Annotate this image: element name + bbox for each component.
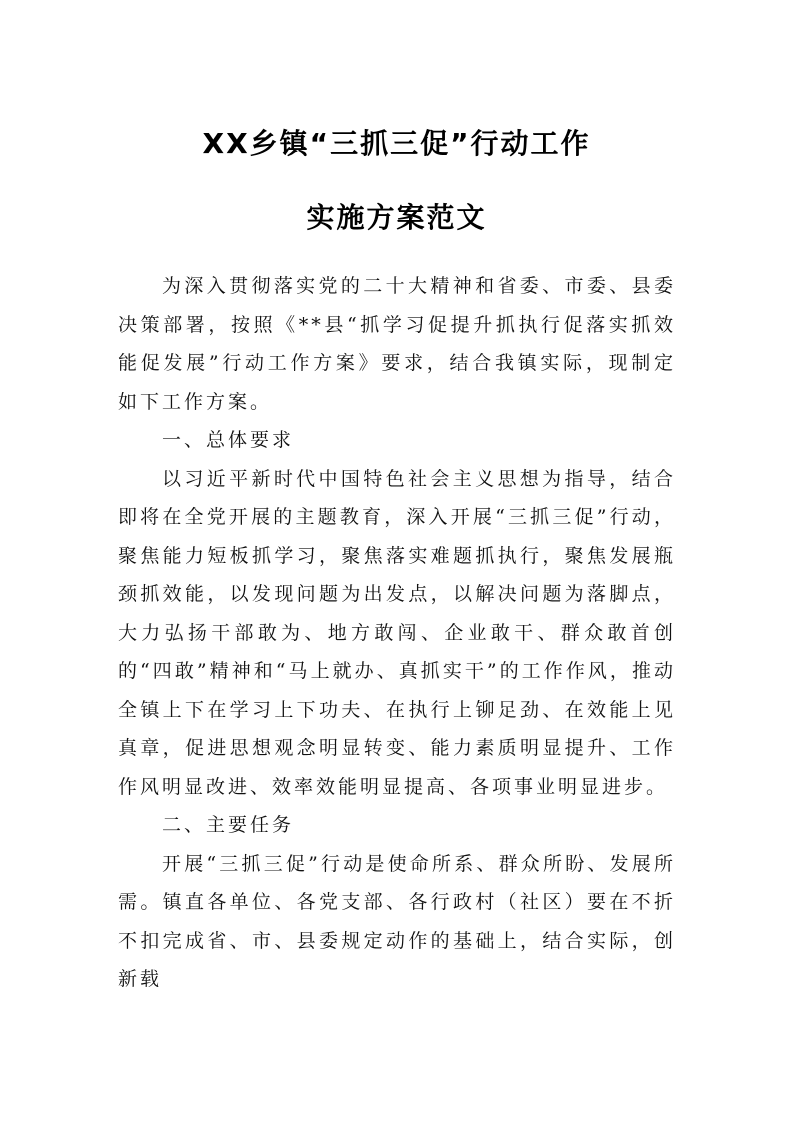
general-requirements-paragraph: 以习近平新时代中国特色社会主义思想为指导，结合即将在全党开展的主题教育，深入开展“三抓三促”行动，聚焦能力短板抓学习，聚焦落实难题抓执行，聚焦发展瓶颈抓效能，以发现问题为出发点，以解决问题为落脚点，大力弘扬干部敢为、地方敢闯、企业敢干、群众敢首创的“四敢”精神和“马上就办、真抓实干”的工作作风，推动全镇上下在学习上下功夫、在执行上铆足劲、在效能上见真章，促进思想观念明显转变、能力素质明显提升、工作作风明显改进、效率效能明显提高、各项事业明显进步。 <box>118 467 676 798</box>
document-body <box>118 267 676 999</box>
document-title-line-2: 实施方案范文 <box>306 201 487 234</box>
section-heading-main-tasks: 二、主要任务 <box>162 814 295 836</box>
intro-paragraph: 为深入贯彻落实党的二十大精神和省委、市委、县委决策部署，按照《**县“抓学习促提升抓执行促落实抓效能促发展”行动工作方案》要求，结合我镇实际，现制定如下工作方案。 <box>118 275 676 413</box>
section-heading-general-requirements: 一、总体要求 <box>162 429 295 451</box>
document-title-line-1: XX乡镇“三抓三促”行动工作 <box>202 127 591 160</box>
main-tasks-paragraph: 开展“三抓三促”行动是使命所系、群众所盼、发展所需。镇直各单位、各党支部、各行政村（社区）要在不折不扣完成省、市、县委规定动作的基础上，结合实际，创新载 <box>118 852 676 990</box>
